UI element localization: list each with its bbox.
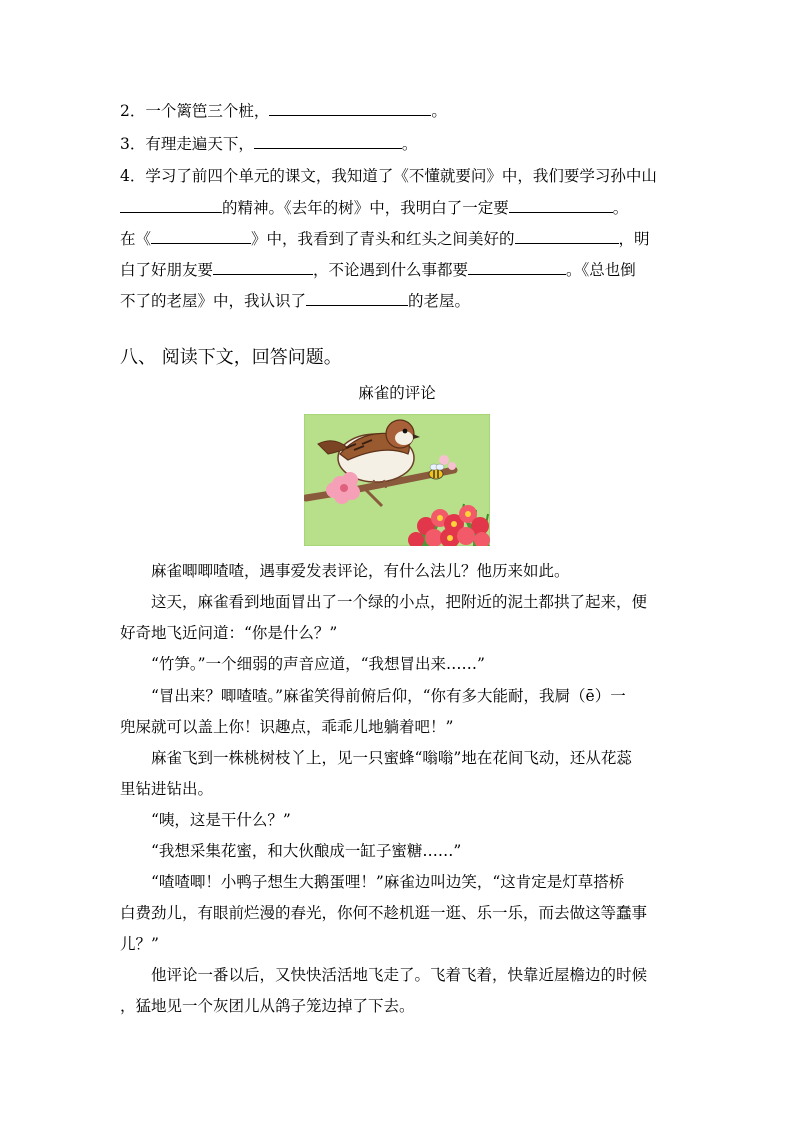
question-3-end: 。 (401, 135, 418, 153)
question-4-text: 4．学习了前四个单元的课文，我知道了《不懂就要问》中，我们要学习孙中山 (120, 167, 657, 185)
question-4-text: 的老屋。 (408, 292, 471, 310)
question-4-text: ，不论遇到什么事都要 (313, 261, 469, 279)
passage-line: 兜屎就可以盖上你！识趣点，乖乖儿地躺着吧！” (120, 718, 454, 736)
question-4-text: 在《 (120, 230, 152, 248)
passage-line: 麻雀唧唧喳喳，遇事爱发表评论，有什么法儿？他历来如此。 (120, 562, 570, 580)
question-4-line-3 (120, 229, 680, 249)
passage-line: 儿？” (120, 935, 159, 953)
question-2 (120, 101, 680, 121)
answer-blank[interactable] (254, 134, 402, 149)
question-4-text: 。 (612, 199, 629, 217)
answer-blank[interactable] (213, 260, 313, 275)
bee-icon (429, 464, 444, 479)
answer-blank[interactable] (509, 198, 613, 213)
answer-blank[interactable] (151, 229, 251, 244)
question-4-text: 不了的老屋》中，我认识了 (120, 292, 307, 310)
question-2-text: 2．一个篱笆三个桩， (120, 102, 270, 120)
answer-blank[interactable] (306, 291, 408, 306)
passage-line: “竹笋。”一个细弱的声音应道，“我想冒出来……” (120, 655, 485, 673)
question-4-text: 的精神。《去年的树》中，我明白了一定要 (222, 199, 509, 217)
sparrow-eye-icon (403, 429, 408, 434)
sparrow-on-peach-branch-illustration (304, 414, 490, 546)
question-4-text: 》中，我看到了青头和红头之间美好的 (251, 230, 515, 248)
question-4-line-1 (120, 166, 680, 186)
question-3 (120, 134, 680, 154)
section-heading: 八、 阅读下文，回答问题。 (120, 347, 342, 368)
passage-line: “咦，这是干什么？” (120, 811, 291, 829)
passage-line: 里钻进钻出。 (120, 780, 214, 798)
passage-line: 他评论一番以后，又快快活活地飞走了。飞着飞着，快靠近屋檐边的时候 (120, 966, 648, 984)
answer-blank[interactable] (269, 101, 431, 116)
passage-line: “我想采集花蜜，和大伙酿成一缸子蜜糖……” (120, 842, 462, 860)
answer-blank[interactable] (120, 198, 222, 213)
question-3-text: 3．有理走遍天下， (120, 135, 254, 153)
passage-line: 好奇地飞近问道：“你是什么？” (120, 624, 338, 642)
passage-title: 麻雀的评论 (358, 384, 436, 402)
answer-blank[interactable] (468, 260, 566, 275)
passage-line: “冒出来？唧喳喳。”麻雀笑得前俯后仰，“你有多大能耐，我屙（ē）一 (120, 687, 626, 705)
passage-line: ，猛地见一个灰团儿从鸽子笼边掉了下去。 (120, 997, 415, 1015)
question-4-line-4 (120, 260, 680, 280)
passage-line: 麻雀飞到一株桃树枝丫上，见一只蜜蜂“嗡嗡”地在花间飞动，还从花蕊 (120, 749, 632, 767)
passage-line: “喳喳唧！小鸭子想生大鹅蛋哩！”麻雀边叫边笑，“这肯定是灯草搭桥 (120, 873, 625, 891)
question-2-end: 。 (431, 102, 447, 120)
question-4-text: 。《总也倒 (566, 261, 636, 279)
passage-line: 白费劲儿，有眼前烂漫的春光，你何不趁机逛一逛、乐一乐，而去做这等蠢事 (120, 904, 648, 922)
question-4-text: 白了好朋友要 (120, 261, 214, 279)
answer-blank[interactable] (515, 229, 619, 244)
passage-line: 这天，麻雀看到地面冒出了一个绿的小点，把附近的泥土都拱了起来，便 (120, 593, 648, 611)
question-4-text: ，明 (618, 230, 650, 248)
question-4-line-2 (120, 198, 680, 218)
question-4-line-5 (120, 291, 680, 311)
